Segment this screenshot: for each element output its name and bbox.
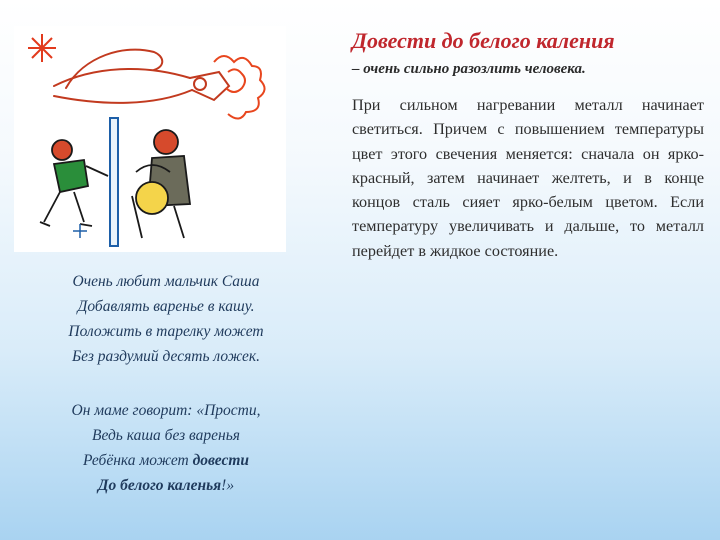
poem-line: Он маме говорит: «Прости, [71, 402, 261, 419]
poem-emphasis: довести [192, 452, 250, 469]
poem-line [14, 448, 318, 473]
idiom-title: Довести до белого каления [352, 28, 615, 53]
poem-text: !» [221, 477, 235, 494]
poem-line: Добавлять варенье в кашу. [77, 298, 255, 315]
poem-line: Без раздумий десять ложек. [72, 348, 260, 365]
poem-stanza-1 [14, 269, 318, 369]
poem-line: Очень любит мальчик Саша [72, 273, 260, 290]
poem-text: Ребёнка может [82, 452, 193, 469]
poem-stanza-2 [14, 398, 318, 498]
poem-line [14, 473, 318, 498]
poem-line: Ведь каша без варенья [91, 427, 240, 444]
pliers-hot-metal-icon [14, 26, 286, 252]
idiom-definition: – очень сильно разозлить человека. [352, 61, 586, 77]
poem-emphasis: До белого каленья [97, 477, 222, 494]
cartoon-illustration [14, 26, 286, 252]
idiom-explanation: При сильном нагревании металл начинает светиться. Причем с повышением температуры цвет этого свечения меняется: сначала он ярко-красный, затем начинает желтеть, и в конце концов сталь сияет ярко-белым цветом. Если температуру увеличивать и дальше, то металл перейдет в жидкое состояние. [352, 96, 704, 260]
poem-line: Положить в тарелку может [68, 323, 264, 340]
